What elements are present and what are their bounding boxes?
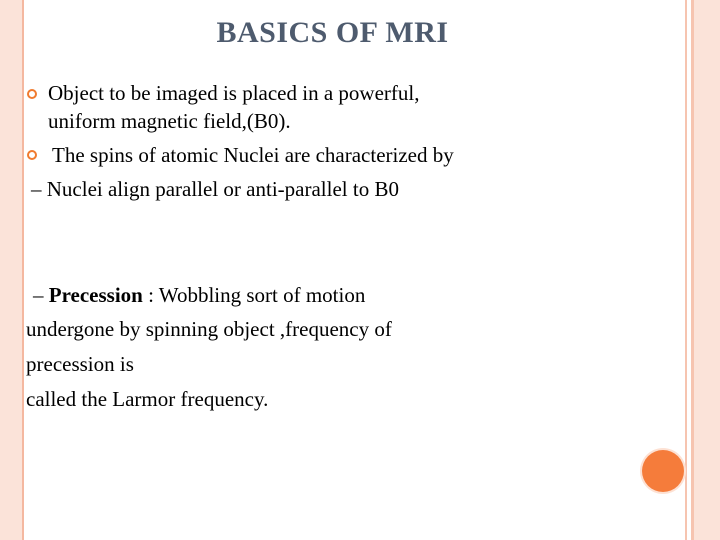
bullet-ring-icon (27, 89, 37, 99)
sub-point-alignment: – Nuclei align parallel or anti-parallel to B0 (31, 177, 399, 201)
precession-continuation-3: called the Larmor frequency. (26, 387, 269, 411)
decor-circle (642, 450, 684, 492)
precession-continuation-1: undergone by spinning object ,frequency of (26, 317, 392, 341)
sub-point-precession (33, 282, 365, 308)
bullet-2-line-1: The spins of atomic Nuclei are characterized by (52, 143, 454, 167)
dash: – (33, 283, 49, 307)
right-decor-line-inner (685, 0, 687, 540)
left-decor-band (0, 0, 22, 540)
precession-term: Precession (48, 283, 143, 307)
bullet-1-line-2: uniform magnetic field,(B0). (48, 109, 291, 133)
bullet-ring-icon (27, 150, 37, 160)
left-decor-line (22, 0, 24, 540)
right-decor-band (694, 0, 720, 540)
precession-description: : Wobbling sort of motion (142, 283, 366, 307)
right-decor-line (691, 0, 694, 540)
precession-continuation-2: precession is (26, 352, 134, 376)
bullet-1-line-1: Object to be imaged is placed in a powerful, (48, 81, 420, 105)
slide-title: BASICS OF MRI (216, 16, 449, 49)
